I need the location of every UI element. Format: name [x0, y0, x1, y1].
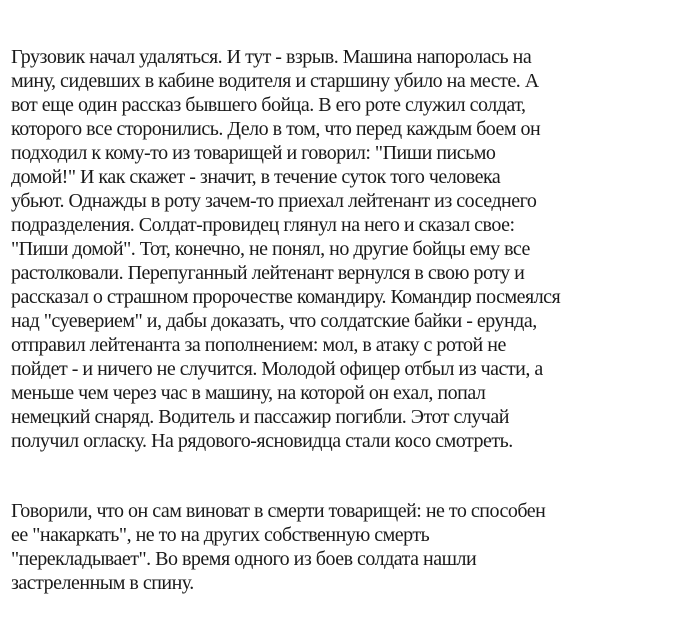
paragraph-2 [11, 499, 545, 595]
text-line: отправил лейтенанта за пополнением: мол, в атаку с ротой не [11, 334, 506, 356]
text-line: "перекладывает". Во время одного из боев солдата нашли [11, 548, 477, 570]
text-line: которого все сторонились. Дело в том, что перед каждым боем он [11, 118, 541, 140]
text-line: мину, сидевших в кабине водителя и старшину убило на месте. А [11, 70, 539, 92]
text-line: получил огласку. На рядового-ясновидца стали косо смотреть. [11, 430, 513, 452]
text-line: вот еще один рассказ бывшего бойца. В его роте служил солдат, [11, 94, 526, 116]
text-line: подразделения. Солдат-провидец глянул на него и сказал свое: [11, 214, 515, 236]
text-line: рассказал о страшном пророчестве командиру. Командир посмеялся [11, 286, 561, 308]
paragraph-1 [11, 45, 560, 453]
text-line: над "суеверием" и, дабы доказать, что солдатские байки - ерунда, [11, 310, 537, 332]
text-line: растолковали. Перепуганный лейтенант вернулся в свою роту и [11, 262, 525, 284]
text-line: меньше чем через час в машину, на которой он ехал, попал [11, 382, 486, 404]
text-line: немецкий снаряд. Водитель и пассажир погибли. Этот случай [11, 406, 509, 428]
text-line: домой!" И как скажет - значит, в течение суток того человека [11, 166, 501, 188]
text-line: застреленным в спину. [11, 572, 194, 594]
text-line: Грузовик начал удаляться. И тут - взрыв. Машина напоролась на [11, 46, 532, 68]
text-line: пойдет - и ничего не случится. Молодой офицер отбыл из части, а [11, 358, 543, 380]
text-line: подходил к кому-то из товарищей и говорил: "Пиши письмо [11, 142, 496, 164]
text-line: Говорили, что он сам виноват в смерти товарищей: не то способен [11, 500, 546, 522]
text-line: "Пиши домой". Тот, конечно, не понял, но другие бойцы ему все [11, 238, 530, 260]
text-line: ее "накаркать", не то на других собственную смерть [11, 524, 430, 546]
text-line: убьют. Однажды в роту зачем-то приехал лейтенант из соседнего [11, 190, 537, 212]
